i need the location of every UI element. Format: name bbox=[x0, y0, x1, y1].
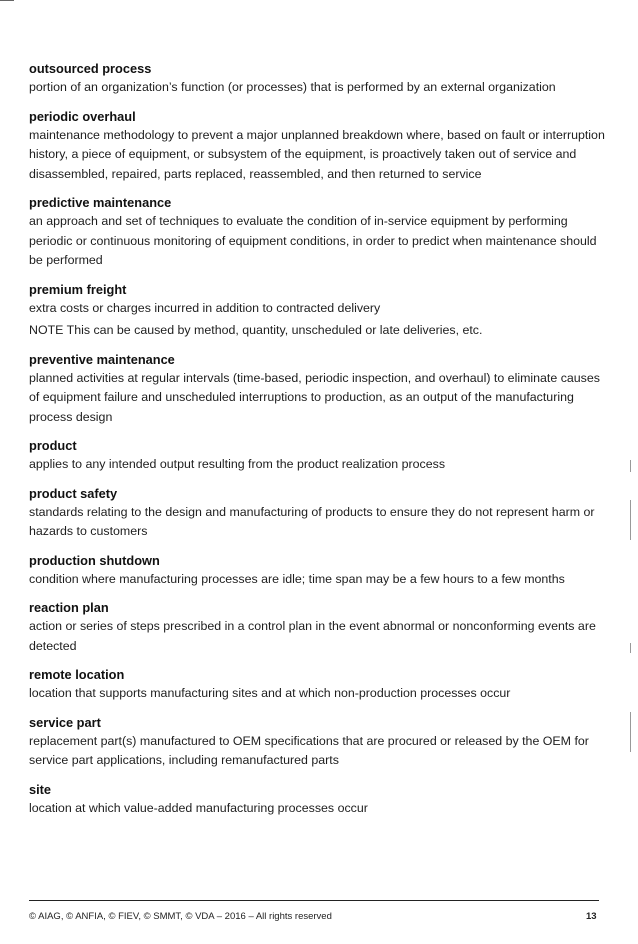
scan-edge-mark bbox=[630, 500, 631, 540]
term-definition: condition where manufacturing processes are idle; time span may be a few hours to a few months bbox=[29, 571, 565, 586]
definition-entry bbox=[29, 599, 609, 656]
term-heading: outsourced process bbox=[29, 61, 152, 76]
page-number: 13 bbox=[586, 911, 597, 922]
scan-edge-mark bbox=[630, 712, 631, 752]
definition-entry bbox=[29, 60, 609, 98]
definition-entry bbox=[29, 552, 609, 590]
term-heading: periodic overhaul bbox=[29, 108, 136, 124]
definition-entry bbox=[29, 194, 609, 271]
footer-divider bbox=[29, 900, 599, 901]
term-definition: location at which value-added manufacturing processes occur bbox=[29, 800, 368, 815]
term-definition: portion of an organization’s function (or processes) that is performed by an external organization bbox=[29, 80, 556, 94]
term-definition: location that supports manufacturing sites and at which non-production processes occur bbox=[29, 686, 511, 700]
term-heading: service part bbox=[29, 714, 101, 730]
term-definition: maintenance methodology to prevent a major unplanned breakdown where, based on fault or interruption history, a piece of equipment, or subsystem of the equipment, is proactively taken out of service and disassembled, repaired, parts replaced, reassembled, and then returned to service bbox=[29, 127, 605, 181]
term-definition: action or series of steps prescribed in a control plan in the event abnormal or nonconforming events are detected bbox=[29, 619, 596, 653]
term-heading: predictive maintenance bbox=[29, 195, 172, 210]
term-heading: product bbox=[29, 438, 77, 453]
definition-entry bbox=[29, 437, 609, 475]
definition-entry bbox=[29, 281, 609, 341]
term-heading: premium freight bbox=[29, 281, 127, 297]
footer-copyright: © AIAG, © ANFIA, © FIEV, © SMMT, © VDA – 2016 – All rights reserved bbox=[29, 911, 332, 922]
definition-entry bbox=[29, 351, 609, 428]
term-heading: site bbox=[29, 781, 52, 797]
definition-entry bbox=[29, 108, 609, 185]
scan-edge-mark bbox=[630, 643, 631, 653]
term-heading: remote location bbox=[29, 667, 125, 682]
term-definition: replacement part(s) manufactured to OEM specifications that are procured or released by the OEM for service part applications, including remanufactured parts bbox=[29, 733, 589, 767]
term-note: NOTE This can be caused by method, quantity, unscheduled or late deliveries, etc. bbox=[29, 323, 483, 337]
definition-entry bbox=[29, 714, 609, 771]
term-definition: an approach and set of techniques to evaluate the condition of in-service equipment by performing periodic or continuous monitoring of equipment conditions, in order to predict when maintenance should be performed bbox=[29, 214, 597, 267]
term-heading: preventive maintenance bbox=[29, 351, 175, 367]
definition-entry bbox=[29, 666, 609, 704]
definitions-list bbox=[29, 60, 609, 828]
definition-entry bbox=[29, 485, 609, 542]
scan-edge-mark bbox=[630, 460, 631, 472]
term-heading: production shutdown bbox=[29, 552, 160, 568]
term-heading: product safety bbox=[29, 485, 118, 501]
term-definition: planned activities at regular intervals (time-based, periodic inspection, and overhaul) to eliminate causes of equipment failure and unscheduled interruptions to production, as an output of the manufacturing process design bbox=[29, 370, 600, 424]
term-definition: applies to any intended output resulting from the product realization process bbox=[29, 457, 446, 471]
term-heading: reaction plan bbox=[29, 600, 109, 615]
term-definition: standards relating to the design and manufacturing of products to ensure they do not represent harm or hazards to customers bbox=[29, 504, 595, 538]
scan-corner-mark bbox=[0, 0, 14, 1]
definition-entry bbox=[29, 781, 609, 819]
term-definition: extra costs or charges incurred in addition to contracted delivery bbox=[29, 300, 381, 315]
